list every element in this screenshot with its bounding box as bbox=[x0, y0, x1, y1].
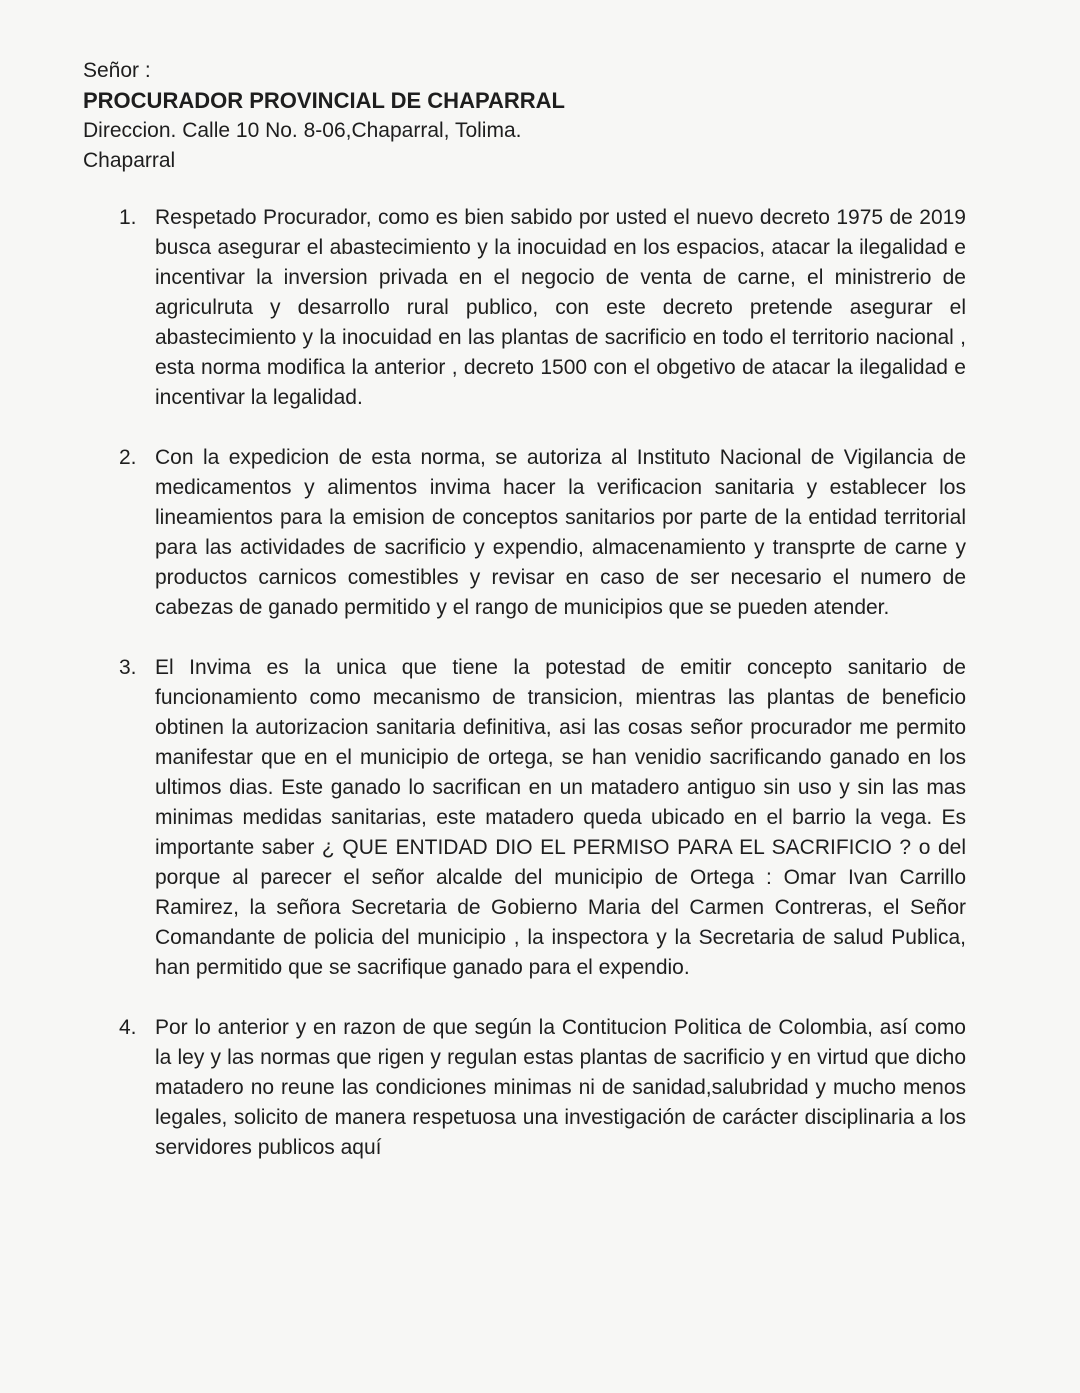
numbered-list bbox=[112, 203, 966, 1193]
item-text: Con la expedicion de esta norma, se autoriza al Instituto Nacional de Vigilancia de medicamentos y alimentos invima hacer la verificacion sanitaria y establecer los lineamientos para la emision de conceptos sanitarios por parte de la entidad territorial para las actividades de sacrificio y expendio, almacenamiento y transprte de carne y productos carnicos comestibles y revisar en caso de ser necesario el numero de cabezas de ganado permitido y el rango de municipios que se pueden atender. bbox=[155, 446, 966, 619]
recipient-title: PROCURADOR PROVINCIAL DE CHAPARRAL bbox=[83, 88, 565, 113]
item-number: 1. bbox=[119, 206, 137, 229]
list-item bbox=[112, 203, 966, 413]
letter-header bbox=[83, 56, 983, 176]
item-text: El Invima es la unica que tiene la potestad de emitir concepto sanitario de funcionamiento como mecanismo de transicion, mientras las plantas de beneficio obtinen la autorizacion sanitaria definitiva, asi las cosas señor procurador me permito manifestar que en el municipio de ortega, se han venidio sacrificando ganado en los ultimos dias. Este ganado lo sacrifican en un matadero antiguo sin uso y sin las mas minimas medidas sanitarias, este matadero queda ubicado en el barrio la vega. Es importante saber ¿ QUE ENTIDAD DIO EL PERMISO PARA EL SACRIFICIO ? o del porque al parecer el señor alcalde del municipio de Ortega : Omar Ivan Carrillo Ramirez, la señora Secretaria de Gobierno Maria del Carmen Contreras, el Señor Comandante de policia del municipio , la inspectora y la Secretaria de salud Publica, han permitido que se sacrifique ganado para el expendio. bbox=[155, 656, 966, 979]
salutation: Señor : bbox=[83, 59, 151, 82]
list-item bbox=[112, 1013, 966, 1163]
item-number: 2. bbox=[119, 446, 137, 469]
city-line: Chaparral bbox=[83, 149, 176, 172]
item-number: 4. bbox=[119, 1016, 137, 1039]
list-item bbox=[112, 653, 966, 983]
item-number: 3. bbox=[119, 656, 137, 679]
address-line: Direccion. Calle 10 No. 8-06,Chaparral, Tolima. bbox=[83, 119, 522, 142]
item-text: Respetado Procurador, como es bien sabido por usted el nuevo decreto 1975 de 2019 busca asegurar el abastecimiento y la inocuidad en los espacios, atacar la ilegalidad e incentivar la inversion privada en el negocio de venta de carne, el ministrerio de agriculruta y desarrollo rural publico, con este decreto pretende asegurar el abastecimiento y la inocuidad en las plantas de sacrificio en todo el territorio nacional , esta norma modifica la anterior , decreto 1500 con el obgetivo de atacar la ilegalidad e incentivar la legalidad. bbox=[155, 206, 966, 409]
item-text: Por lo anterior y en razon de que según la Contitucion Politica de Colombia, así como la ley y las normas que rigen y regulan estas plantas de sacrificio y en virtud que dicho matadero no reune las condiciones minimas ni de sanidad,salubridad y mucho menos legales, solicito de manera respetuosa una investigación de carácter disciplinaria a los servidores publicos aquí bbox=[155, 1016, 966, 1159]
list-item bbox=[112, 443, 966, 623]
